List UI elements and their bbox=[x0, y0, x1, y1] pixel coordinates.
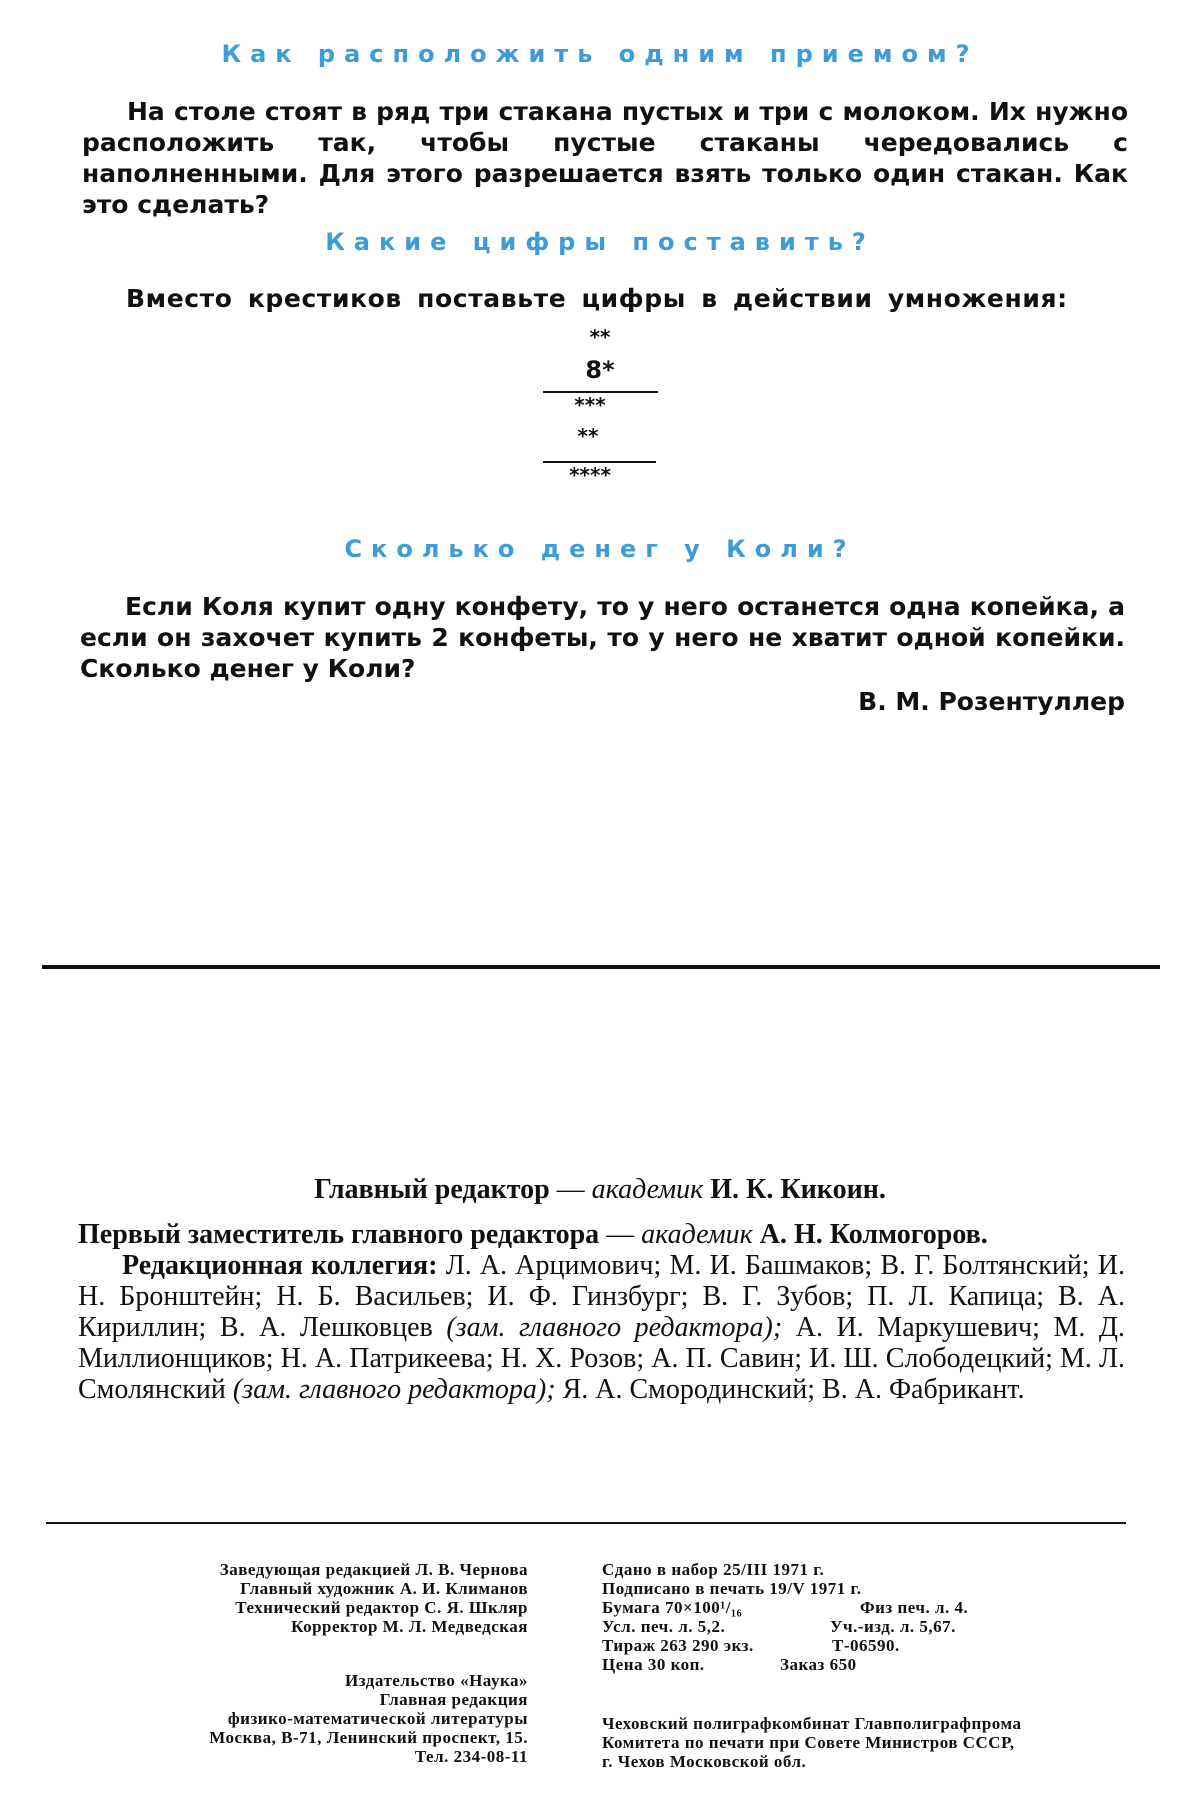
chief-editor-line bbox=[0, 1174, 1200, 1205]
puzzle3-author: В. М. Розентуллер bbox=[858, 687, 1125, 716]
print-signed: Подписано в печать 19/V 1971 г. bbox=[602, 1579, 862, 1598]
board-members-part2: А. И. Маркушевич; М. Д. Миллионщиков; Н. А. Патрикеева; Н. Х. Розов; А. П. Савин; И. Ш. Слободецкий; М. Л. Смолянский bbox=[78, 1312, 1126, 1405]
chief-editor-label: Главный редактор bbox=[314, 1174, 550, 1205]
board-note-1: (зам. главного редактора); bbox=[446, 1312, 783, 1343]
puzzle1-paragraph: На столе стоят в ряд три стакана пустых и три с молоком. Их нужно расположить так, чтобы пустые стаканы чередовались с наполненными. Для этого разрешается взять только один стакан. Как это сделать? bbox=[82, 97, 1128, 219]
printer-line: Комитета по печати при Совете Министров СССР, bbox=[602, 1733, 1015, 1752]
chief-editor-dash: — bbox=[549, 1174, 592, 1205]
print-code: Т-06590. bbox=[832, 1636, 900, 1655]
print-cond: Усл. печ. л. 5,2. bbox=[602, 1617, 726, 1636]
imprint-publisher bbox=[40, 1671, 528, 1766]
board-members-part1: Л. А. Арцимович; М. И. Башмаков; В. Г. Болтянский; И. Н. Бронштейн; Н. Б. Васильев; И. Ф. Гинзбург; В. Г. Зубов; П. Л. Капица; В. А. Кириллин; В. А. Лешковцев bbox=[78, 1250, 1125, 1343]
print-paper-row bbox=[602, 1598, 1122, 1617]
editorial-board bbox=[78, 1219, 1125, 1405]
staff-line: Корректор М. Л. Медведская bbox=[291, 1617, 528, 1636]
section-divider bbox=[42, 965, 1160, 969]
publisher-line: Издательство «Наука» bbox=[345, 1671, 528, 1690]
first-deputy-label: Первый заместитель главного редактора bbox=[78, 1219, 600, 1250]
first-deputy-line bbox=[78, 1219, 1125, 1250]
board-members-part3: Я. А. Смородинский; В. А. Фабрикант. bbox=[555, 1374, 1025, 1405]
print-cond-row bbox=[602, 1617, 1122, 1636]
print-order: Заказ 650 bbox=[780, 1655, 857, 1674]
publisher-line: Тел. 234-08-11 bbox=[414, 1747, 528, 1766]
print-phys: Физ печ. л. 4. bbox=[860, 1598, 969, 1617]
imprint-divider bbox=[46, 1522, 1126, 1524]
first-deputy-dash: — bbox=[599, 1219, 642, 1250]
print-price-row bbox=[602, 1655, 1122, 1674]
first-deputy-name: А. Н. Колмогоров. bbox=[752, 1219, 988, 1250]
imprint-staff bbox=[40, 1560, 528, 1636]
multiplier: 8* bbox=[585, 356, 615, 384]
printer-line: Чеховский полиграфкомбинат Главполиграфпрома bbox=[602, 1714, 1022, 1733]
first-deputy-title: академик bbox=[641, 1219, 753, 1250]
board-note-2: (зам. главного редактора); bbox=[232, 1374, 556, 1405]
staff-line: Заведующая редакцией Л. В. Чернова bbox=[219, 1560, 528, 1579]
print-run: Тираж 263 290 экз. bbox=[602, 1636, 754, 1655]
puzzle3-text bbox=[80, 591, 1125, 684]
publisher-line: физико-математической литературы bbox=[227, 1709, 528, 1728]
puzzle2-title: Какие цифры поставить? bbox=[325, 228, 875, 256]
chief-editor-name: И. К. Кикоин. bbox=[703, 1174, 886, 1205]
print-sent: Сдано в набор 25/III 1971 г. bbox=[602, 1560, 825, 1579]
print-run-row bbox=[602, 1636, 1122, 1655]
staff-line: Технический редактор С. Я. Шкляр bbox=[235, 1598, 528, 1617]
chief-editor-title: академик bbox=[591, 1174, 704, 1205]
partial-product-2: ** bbox=[577, 424, 599, 448]
puzzle1-text bbox=[82, 96, 1128, 220]
puzzle2-text: Вместо крестиков поставьте цифры в действии умножения: bbox=[126, 284, 1068, 313]
staff-line: Главный художник А. И. Климанов bbox=[240, 1579, 528, 1598]
board-label: Редакционная коллегия: bbox=[122, 1250, 438, 1281]
multiplicand: ** bbox=[589, 325, 611, 349]
publisher-line: Москва, В-71, Ленинский проспект, 15. bbox=[209, 1728, 528, 1747]
print-acc: Уч.-изд. л. 5,67. bbox=[830, 1617, 956, 1636]
puzzle3-title: Сколько денег у Коли? bbox=[344, 535, 856, 563]
puzzle1-title: Как расположить одним приемом? bbox=[221, 40, 979, 68]
print-paper: Бумага 70×100¹/₁₆ bbox=[602, 1598, 743, 1617]
puzzle3-paragraph: Если Коля купит одну конфету, то у него останется одна копейка, а если он захочет купить 2 конфеты, то у него не хватит одной копейки. Сколько денег у Коли? bbox=[80, 592, 1125, 683]
partial-product-1: *** bbox=[574, 393, 606, 417]
printer-line: г. Чехов Московской обл. bbox=[602, 1752, 807, 1771]
product: **** bbox=[569, 463, 611, 487]
publisher-line: Главная редакция bbox=[379, 1690, 528, 1709]
imprint-printer bbox=[602, 1714, 1142, 1771]
print-price: Цена 30 коп. bbox=[602, 1655, 705, 1674]
board-members bbox=[78, 1250, 1125, 1405]
imprint-print-info bbox=[602, 1560, 1122, 1674]
